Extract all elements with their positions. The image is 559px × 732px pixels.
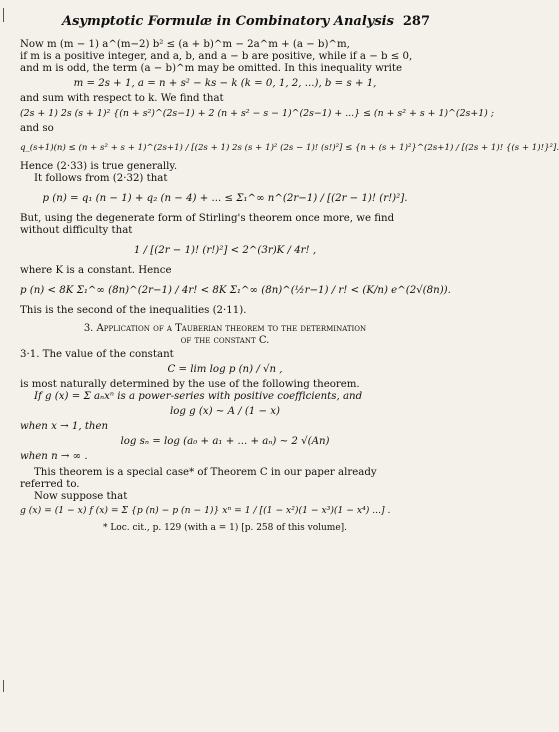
equation: p (n) = q₁ (n − 1) + q₂ (n − 4) + ... ≤ Σ₁^∞ n^(2r−1) / [(2r − 1)! (r!)²]. [42,192,408,204]
margin-mark [3,8,4,22]
section-heading-line: 3. Application of a Tauberian theorem to the determination [83,323,367,335]
text-line: Hence (2·33) is true generally. [20,160,178,172]
text-line: is most naturally determined by the use of the following theorem. [20,378,360,390]
text-line: Now m (m − 1) a^(m−2) b² ≤ (a + b)^m − 2a^m + (a − b)^m, [20,39,350,51]
equation: 1 / [(2r − 1)! (r!)²] < 2^(3r)K / 4r! , [133,244,317,256]
text-line: and sum with respect to k. We find that [20,93,224,105]
text-line: This is the second of the inequalities (2·11). [20,305,247,316]
text-line: Now suppose that [34,490,128,502]
text-line: This theorem is a special case* of Theorem C in our paper already [34,466,377,478]
text-line: if m is a positive integer, and a, b, and a − b are positive, while if a − b ≤ 0, [20,51,413,63]
equation: q_(s+1)(n) ≤ (n + s² + s + 1)^(2s+1) / [(2s + 1) 2s (s + 1)² (2s − 1)! (s!)²] ≤ {n + (s + 1)²}^(2s+1) / [(2s + 1)! {(s + 1)!}²]. [20,142,559,153]
margin-mark [3,680,4,692]
text-line: It follows from (2·32) that [34,172,168,184]
page-number: 287 [402,14,430,29]
equation: m = 2s + 1, a = n + s² − ks − k (k = 0, 1, 2, ...), b = s + 1, [73,78,377,90]
theorem-text: If g (x) = Σ aₙxⁿ is a power-series with positive coefficients, and [34,390,363,402]
text-line: But, using the degenerate form of Stirling's theorem once more, we find [20,212,395,224]
running-title: Asymptotic Formulæ in Combinatory Analysis [62,14,394,29]
footnote: * Loc. cit., p. 129 (with a = 1) [p. 258 of this volume]. [102,522,348,533]
text-line: without difficulty that [20,224,133,236]
text-line: 3·1. The value of the constant [20,348,174,360]
equation: C = lim log p (n) / √n , [167,363,283,375]
running-header [62,14,430,29]
text-line: and m is odd, the term (a − b)^m may be omitted. In this inequality write [20,63,403,75]
theorem-text: when n → ∞ . [20,450,88,462]
theorem-text: when x → 1, then [20,420,109,432]
equation: log g (x) ∼ A / (1 − x) [169,405,281,417]
equation: (2s + 1) 2s (s + 1)² {(n + s²)^(2s−1) + 2 (n + s² − s − 1)^(2s−1) + ...} ≤ (n + s² + s + 1)^(2s+1) ; [20,108,494,120]
equation: g (x) = (1 − x) f (x) = Σ {p (n) − p (n − 1)} xⁿ = 1 / [(1 − x²)(1 − x³)(1 − x⁴) ...] . [20,504,391,516]
text-line: where K is a constant. Hence [20,264,172,276]
text-line: referred to. [20,478,80,490]
text-line: and so [20,122,54,134]
equation: log sₙ = log (a₀ + a₁ + ... + aₙ) ∼ 2 √(An) [120,435,330,447]
section-heading [20,323,430,347]
equation: p (n) < 8K Σ₁^∞ (8n)^(2r−1) / 4r! < 8K Σ₁^∞ (8n)^(½r−1) / r! < (K/n) e^(2√(8n)). [20,284,451,296]
section-heading-line: of the constant C. [180,334,270,346]
